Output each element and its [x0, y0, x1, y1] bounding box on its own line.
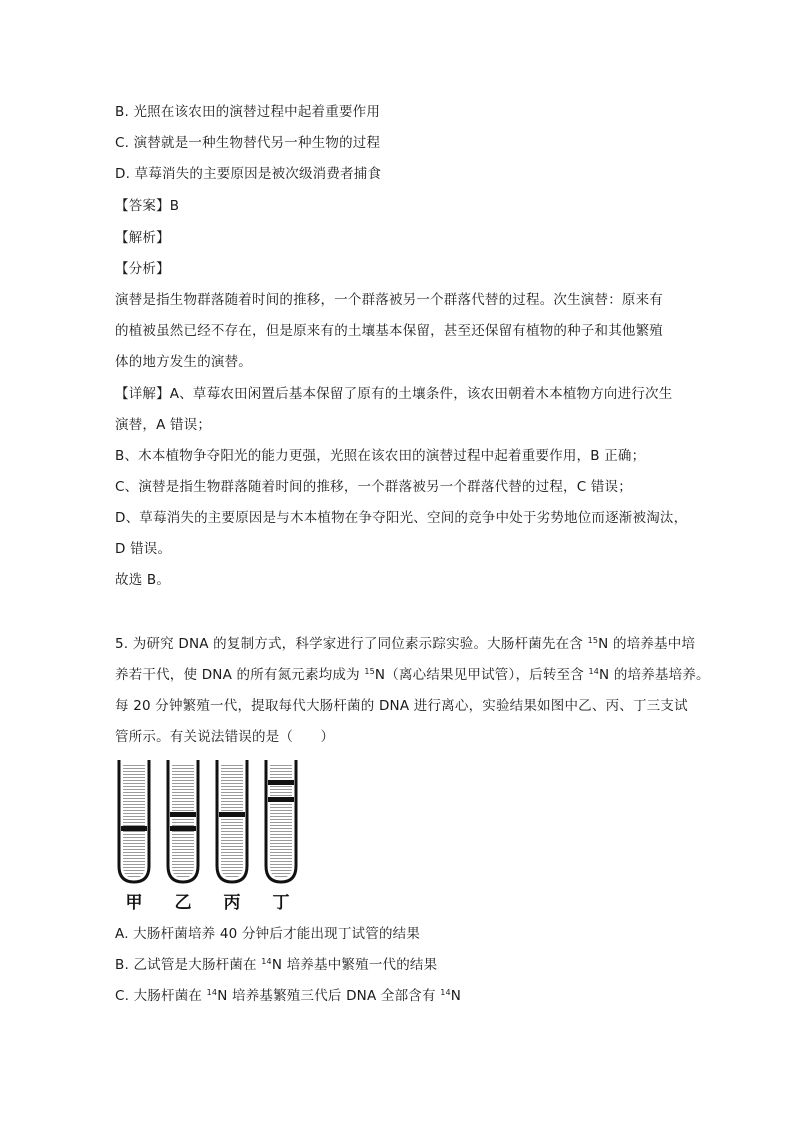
tube-yi-band-1: [170, 812, 196, 817]
detail-line-7: 故选 B。: [115, 572, 171, 588]
q5-line-2-isotope-2: 14: [588, 667, 600, 676]
detail-line-5: D、草莓消失的主要原因是与木本植物在争夺阳光、空间的竞争中处于劣势地位而逐渐被淘汰，: [115, 510, 688, 526]
tube-ding-band-1: [268, 780, 294, 785]
prev-option-d: D. 草莓消失的主要原因是被次级消费者捕食: [115, 166, 382, 182]
q5-option-c-text-a: C. 大肠杆菌在: [115, 988, 207, 1004]
tube-label-bing: 丙: [223, 893, 241, 913]
test-tube-figure: [115, 758, 315, 918]
q5-option-c-isotope-1: 14: [206, 988, 218, 997]
fenxi-line-2: 的植被虽然已经不存在，但是原来有的土壤基本保留，甚至还保留有植物的种子和其他繁殖: [115, 323, 663, 339]
tube-yi: [168, 760, 198, 882]
q5-option-a: A. 大肠杆菌培养 40 分钟后才能出现丁试管的结果: [115, 926, 421, 942]
fenxi-line-1: 演替是指生物群落随着时间的推移，一个群落被另一个群落代替的过程。次生演替：原来有: [115, 292, 663, 308]
prev-option-b: B. 光照在该农田的演替过程中起着重要作用: [115, 104, 381, 120]
q5-line-2: [115, 666, 710, 684]
detail-line-1: 【详解】A、草莓农田闲置后基本保留了原有的土壤条件，该农田朝着木本植物方向进行次生: [115, 386, 673, 402]
q5-option-b-isotope: 14: [261, 957, 272, 966]
answer-line: 【答案】B: [115, 198, 180, 214]
tube-label-ding: 丁: [272, 893, 290, 913]
q5-line-1-isotope: 15: [587, 636, 599, 645]
q5-line-1: [115, 635, 695, 653]
tube-ding: [266, 760, 296, 882]
tube-label-jia: 甲: [125, 893, 143, 913]
q5-option-b-text-b: N 培养基中繁殖一代的结果: [271, 957, 438, 973]
q5-line-2-text-b: N（离心结果见甲试管），后转至含: [374, 667, 589, 683]
detail-line-3: B、木本植物争夺阳光的能力更强，光照在该农田的演替过程中起着重要作用，B 正确；: [115, 448, 646, 464]
tube-jia-band: [121, 826, 147, 831]
q5-line-1-text-a: 5. 为研究 DNA 的复制方式，科学家进行了同位素示踪实验。大肠杆菌先在含: [115, 636, 588, 652]
q5-line-2-text-a: 养若干代，使 DNA 的所有氮元素均成为: [115, 667, 365, 683]
q5-option-c-text-c: N: [450, 988, 462, 1004]
tube-label-yi: 乙: [174, 893, 192, 913]
prev-option-c: C. 演替就是一种生物替代另一种生物的过程: [115, 135, 381, 151]
detail-line-6: D 错误。: [115, 541, 172, 557]
tube-yi-band-2: [170, 826, 196, 831]
tube-bing-band: [219, 812, 245, 817]
q5-option-c: [115, 987, 461, 1005]
analysis-heading: 【解析】: [115, 230, 170, 246]
q5-option-b: [115, 956, 437, 974]
q5-line-4: 管所示。有关说法错误的是（ ）: [115, 729, 335, 745]
q5-line-1-text-b: N 的培养基中培: [598, 636, 696, 652]
detail-line-4: C、演替是指生物群落随着时间的推移，一个群落被另一个群落代替的过程，C 错误；: [115, 479, 632, 495]
q5-line-2-isotope-1: 15: [364, 667, 375, 676]
fenxi-heading: 【分析】: [115, 261, 170, 277]
tube-jia: [119, 760, 149, 882]
detail-line-2: 演替，A 错误；: [115, 417, 212, 433]
fenxi-line-3: 体的地方发生的演替。: [115, 354, 252, 370]
tube-ding-band-2: [268, 797, 294, 802]
q5-line-3: 每 20 分钟繁殖一代，提取每代大肠杆菌的 DNA 进行离心，实验结果如图中乙、丙、丁三支试: [115, 698, 688, 714]
q5-option-b-text-a: B. 乙试管是大肠杆菌在: [115, 957, 262, 973]
q5-option-c-text-b: N 培养基繁殖三代后 DNA 全部含有: [217, 988, 441, 1004]
tube-bing: [217, 760, 247, 882]
q5-line-2-text-c: N 的培养基培养。: [599, 667, 710, 683]
q5-option-c-isotope-2: 14: [440, 988, 451, 997]
